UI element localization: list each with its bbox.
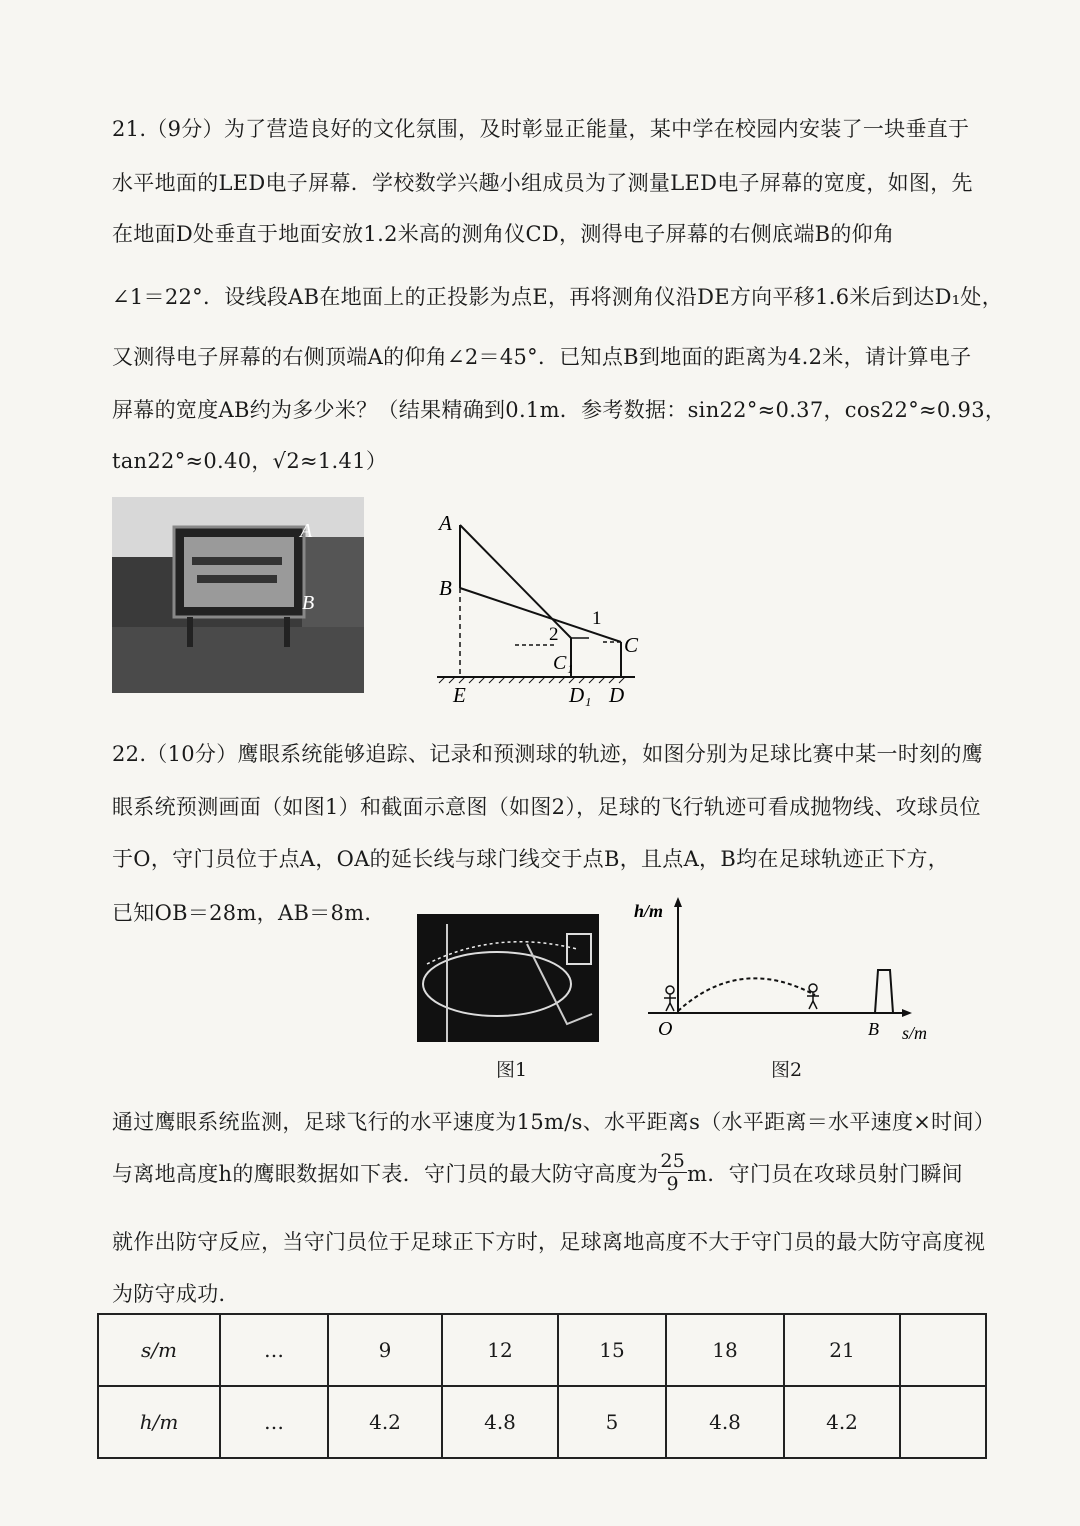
q22-line-1: 22.（10分）鹰眼系统能够追踪、记录和预测球的轨迹，如图分别为足球比赛中某一时刻的鹰 [112, 742, 984, 766]
elevation-diagram [425, 500, 655, 710]
table-cell: … [220, 1386, 328, 1458]
label-a: A [439, 511, 452, 535]
q22-line-4: 已知OB＝28m，AB＝8m． [112, 901, 386, 925]
table-cell: 5 [558, 1386, 666, 1458]
label-b-goal: B [868, 1019, 879, 1039]
q21-line-2: 水平地面的LED电子屏幕．学校数学兴趣小组成员为了测量LED电子屏幕的宽度，如图，先 [112, 171, 973, 195]
table-cell [900, 1386, 986, 1458]
table-cell: 4.2 [784, 1386, 900, 1458]
table-cell: s/m [98, 1314, 220, 1386]
label-b: B [439, 576, 452, 600]
height-line-before: 与离地高度h的鹰眼数据如下表．守门员的最大防守高度为 [112, 1161, 659, 1186]
photo-label-b: B [302, 592, 315, 614]
table-cell: … [220, 1314, 328, 1386]
q22-after-line-1: 通过鹰眼系统监测，足球飞行的水平速度为15m/s、水平距离s（水平距离＝水平速度×时间） [112, 1110, 996, 1134]
q21-line-7: tan22°≈0.40，√2≈1.41） [112, 449, 388, 473]
table-cell [900, 1314, 986, 1386]
q22-height-line [112, 1150, 963, 1195]
fig1-caption: 图1 [496, 1059, 528, 1081]
q22-after-line-3: 为防守成功． [112, 1282, 240, 1306]
table-cell: 21 [784, 1314, 900, 1386]
table-cell: 12 [442, 1314, 558, 1386]
table-cell: 4.8 [442, 1386, 558, 1458]
label-c: C [624, 633, 639, 657]
table-cell: h/m [98, 1386, 220, 1458]
q21-line-3: 在地面D处垂直于地面安放1.2米高的测角仪CD，测得电子屏幕的右侧底端B的仰角 [112, 222, 895, 246]
label-e: E [453, 683, 466, 707]
height-line-after: m．守门员在攻球员射门瞬间 [687, 1161, 963, 1186]
table-cell: 18 [666, 1314, 784, 1386]
q22-after-line-2: 就作出防守反应，当守门员位于足球正下方时，足球离地高度不大于守门员的最大防守高度视 [112, 1230, 986, 1254]
label-d: D [609, 683, 625, 707]
hawkeye-photo [417, 914, 599, 1042]
label-s-axis: s/m [902, 1023, 928, 1043]
table-cell: 9 [328, 1314, 442, 1386]
fraction-denominator: 9 [666, 1173, 679, 1195]
table-cell: 4.2 [328, 1386, 442, 1458]
fraction-numerator: 25 [660, 1150, 686, 1172]
q22-line-3: 于O，守门员位于点A，OA的延长线与球门线交于点B，且点A，B均在足球轨迹正下方， [112, 847, 950, 871]
q22-line-2: 眼系统预测画面（如图1）和截面示意图（如图2），足球的飞行轨迹可看成抛物线、攻球员位 [112, 795, 981, 819]
photo-label-a: A [300, 520, 313, 542]
led-screen-photo [112, 497, 364, 693]
hawkeye-photo-drawing [417, 914, 599, 1042]
q21-line-5: 又测得电子屏幕的右侧顶端A的仰角∠2＝45°．已知点B到地面的距离为4.2米，请计算电子 [112, 345, 972, 369]
q21-line-4: ∠1＝22°．设线段AB在地面上的正投影为点E，再将测角仪沿DE方向平移1.6米后到达D₁处， [112, 285, 1004, 309]
table-cell: 15 [558, 1314, 666, 1386]
table-row [98, 1314, 986, 1386]
trajectory-diagram [630, 895, 950, 1055]
label-d1: D₁ [569, 683, 592, 707]
fig2-caption: 图2 [771, 1059, 803, 1081]
max-height-fraction [658, 1150, 687, 1195]
label-angle-1: 1 [592, 608, 602, 629]
q21-line-1: 21.（9分）为了营造良好的文化氛围，及时彰显正能量，某中学在校园内安装了一块垂直于 [112, 117, 970, 141]
label-h-axis: h/m [634, 901, 664, 921]
label-o: O [658, 1018, 673, 1040]
q21-line-6: 屏幕的宽度AB约为多少米？（结果精确到0.1m．参考数据：sin22°≈0.37，cos22°≈0.93， [112, 398, 1007, 422]
table-row [98, 1386, 986, 1458]
led-screen-photo-drawing [112, 497, 364, 693]
hawkeye-data-table [97, 1313, 987, 1459]
table-cell: 4.8 [666, 1386, 784, 1458]
label-angle-2: 2 [549, 624, 559, 645]
label-c1: C₁ [553, 652, 574, 674]
